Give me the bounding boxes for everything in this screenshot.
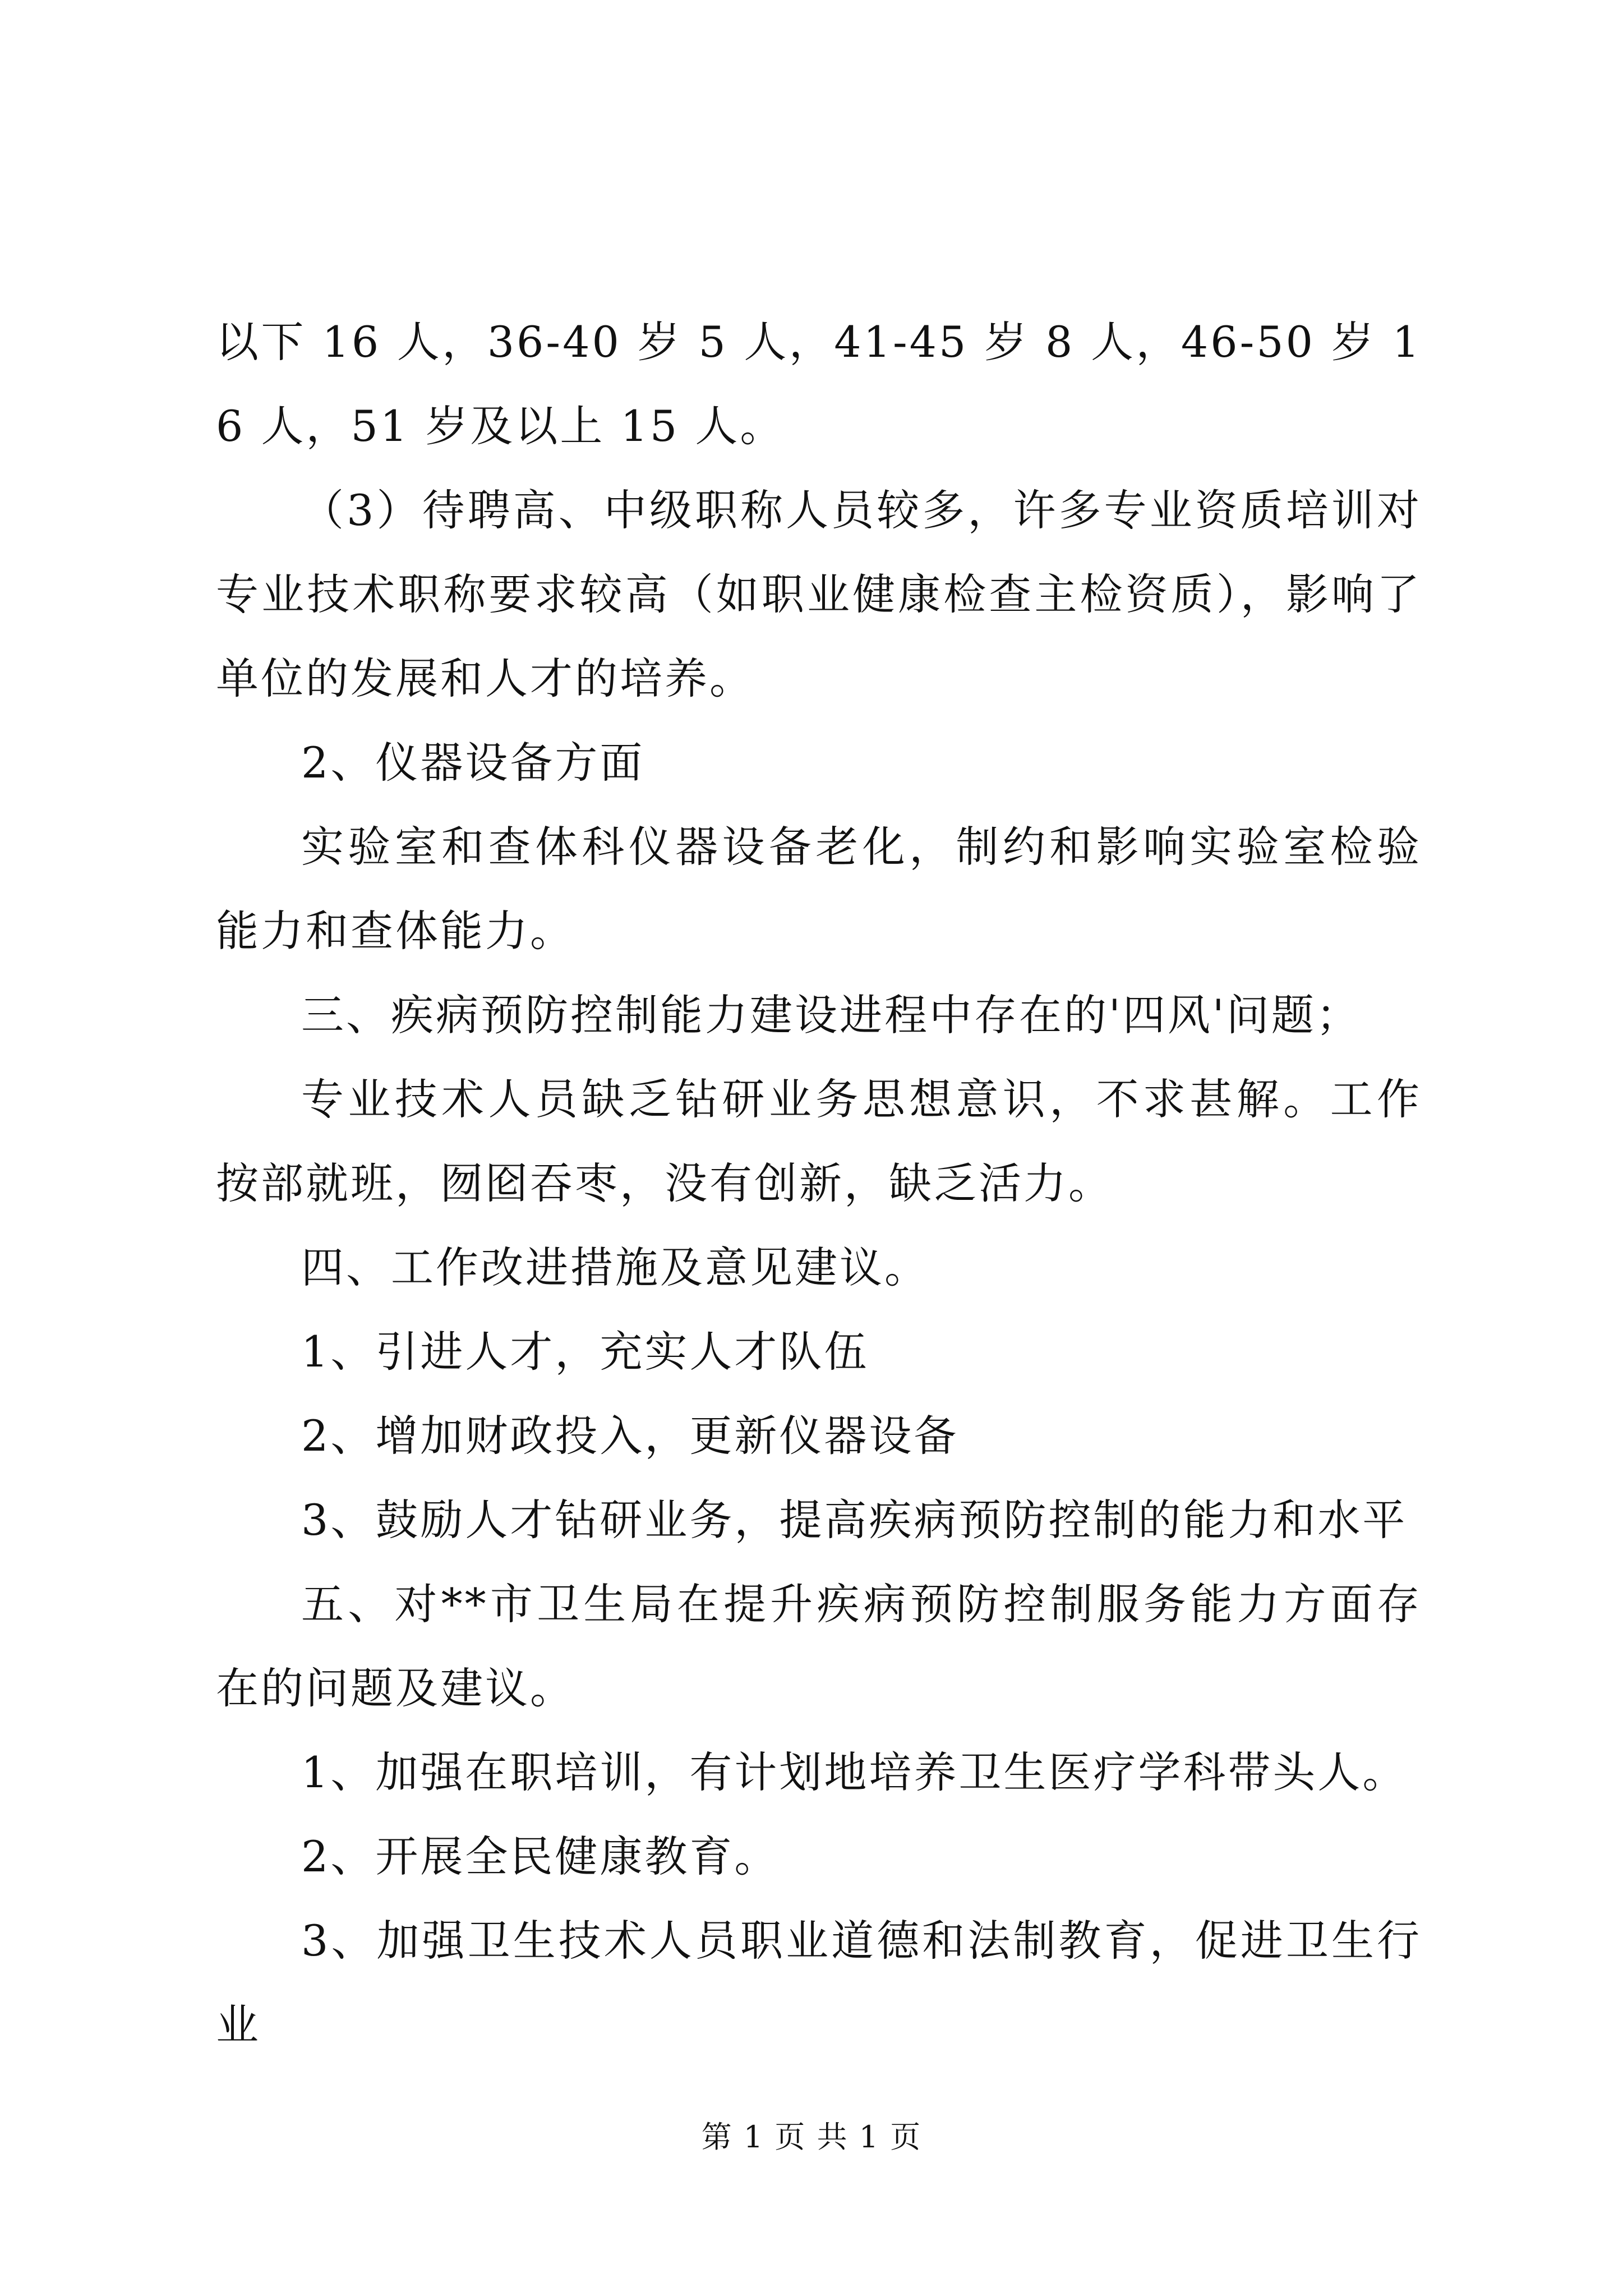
paragraph-staff-attitude: 专业技术人员缺乏钻研业务思想意识，不求甚解。工作按部就班，囫囵吞枣，没有创新，缺乏活力。 bbox=[216, 1074, 1422, 1208]
paragraph-title-shortage: （3）待聘高、中级职称人员较多，许多专业资质培训对专业技术职称要求较高（如职业健康检查主检资质），影响了单位的发展和人才的培养。 bbox=[216, 485, 1422, 703]
paragraph-equipment-heading: 2、仪器设备方面 bbox=[301, 738, 645, 788]
document-body bbox=[216, 300, 1422, 2067]
section-heading-improvements: 四、工作改进措施及意见建议。 bbox=[301, 1243, 929, 1292]
paragraph-age-distribution: 以下 16 人，36-40 岁 5 人，41-45 岁 8 人，46-50 岁 16 人，51 岁及以上 15 人。 bbox=[216, 317, 1422, 451]
list-item-training: 1、加强在职培训，有计划地培养卫生医疗学科带头人。 bbox=[301, 1747, 1408, 1797]
list-item-health-education: 2、开展全民健康教育。 bbox=[301, 1832, 780, 1881]
list-item-encourage-study: 3、鼓励人才钻研业务，提高疾病预防控制的能力和水平 bbox=[301, 1495, 1408, 1545]
list-item-ethics-education: 3、加强卫生技术人员职业道德和法制教育，促进卫生行业 bbox=[216, 1916, 1422, 2050]
paragraph-equipment-aging: 实验室和查体科仪器设备老化，制约和影响实验室检验能力和查体能力。 bbox=[216, 822, 1422, 956]
list-item-recruit-talent: 1、引进人才，充实人才队伍 bbox=[301, 1327, 869, 1377]
list-item-increase-funding: 2、增加财政投入，更新仪器设备 bbox=[301, 1411, 959, 1461]
section-heading-four-winds: 三、疾病预防控制能力建设进程中存在的'四风'问题； bbox=[301, 990, 1361, 1040]
section-heading-suggestions: 五、对**市卫生局在提升疾病预防控制服务能力方面存在的问题及建议。 bbox=[216, 1579, 1422, 1713]
page-number-footer: 第 1 页 共 1 页 bbox=[701, 2119, 922, 2155]
